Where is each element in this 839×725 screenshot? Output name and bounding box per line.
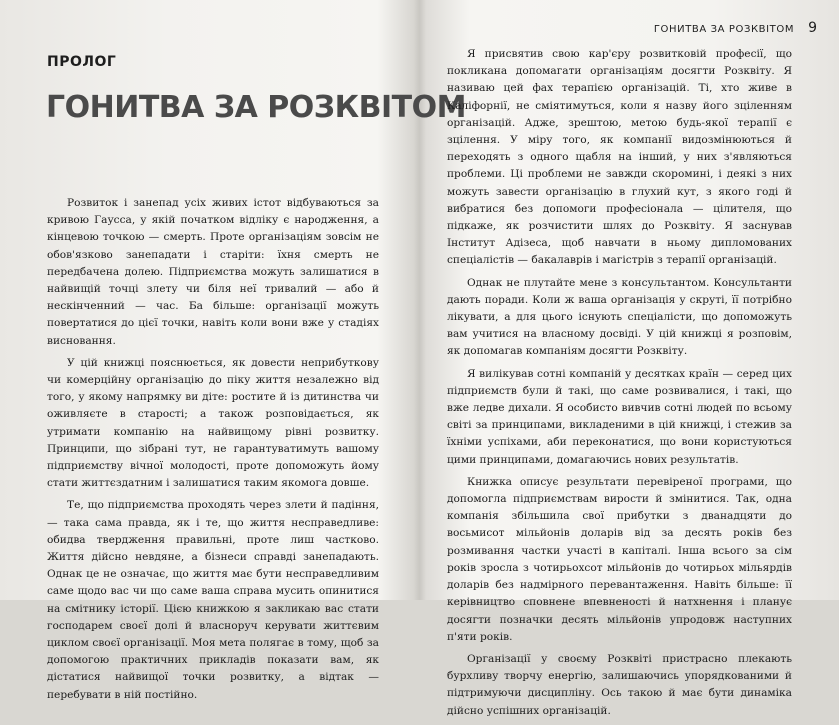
paragraph: Я присвятив свою кар'єру розвитковій професії, що покликана допомагати організаціям досягти Розквіту. Я називаю цей фах терапією організацій. Ті, хто живе в Каліфорнії, не сміятимуться, коли я назву його зціленням організацій. Адже, зрештою, метою будь-якої терапії є зцілення. У міру того, як компанії видозмінюються й переходять з одного щабля на інший, у них з'являються проблеми. Ці проблеми не завжди скоромині, і деякі з них можуть завести організацію в глухий кут, з якого годі й вибратися без допомоги професіонала — цілителя, що підкаже, як розчистити шлях до Розквіту. Я заснував Інститут Адізеса, щоб навчати в ньому дипломованих спеціалістів — бакалаврів і магістрів з терапії організацій. bbox=[447, 48, 792, 267]
paragraph: Книжка описує результати перевіреної програми, що допомогла підприємствам вирости й змінитися. Так, одна компанія збільшила свої прибутки з дванадцяти до восьмисот мільйонів доларів від за десять років без розмивання частки участі в капіталі. Інша всього за сім років зросла з чотирьохсот мільйонів до чотирьох мільярдів доларів без надмірного перевантаження. Навіть більше: її керівництво сповнене впевненості й натхнення і планує досягти позначки десять мільйонів упродовж наступних п'яти років. bbox=[447, 475, 792, 643]
running-header bbox=[654, 20, 817, 36]
running-title: ГОНИТВА ЗА РОЗКВІТОМ bbox=[653, 24, 795, 35]
paragraph: Те, що підприємства проходять через злети й падіння, — така сама правда, як і те, що життя несправедливе: обидва твердження правильні, проте лиш частково. Життя дійсно невдяне, а бізнеси справді занепадають. Однак це не означає, що життя має бути несправедливим саме щодо вас чи що саме ваша справа мусить опинитися на смітнику історії. Цією книжкою я закликаю вас стати господарем своєї долі й власноруч керувати життєвим циклом своєї організації. Моя мета полягає в тому, щоб за допомогою практичних прикладів показати вам, як дістатися найвищої точки розвитку, а відтак — перебувати в ній постійно. bbox=[47, 499, 379, 701]
section-label: ПРОЛОГ bbox=[47, 54, 117, 70]
right-page bbox=[413, 0, 839, 717]
right-body-text bbox=[447, 46, 792, 725]
paragraph: Я вилікував сотні компаній у десятках країн — серед цих підприємств були й такі, що саме розвивалися, і такі, що вже ледве дихали. Я особисто вивчив сотні людей по всьому світі за принципами, викладеними в цій книжці, і стежив за їхніми успіхами, аби переконатися, що вони користуються цими принципами, домагаючись нових результатів. bbox=[447, 367, 792, 466]
paragraph: Однак не плутайте мене з консультантом. Консультанти дають поради. Коли ж ваша організація у скруті, її потрібно лікувати, а для цього існують спеціалісти, що допоможуть вам учитися на власному досвіді. У цій книжці я розповім, як допомагав компаніям досягти Розквіту. bbox=[447, 276, 792, 358]
page-number: 9 bbox=[808, 20, 817, 36]
paragraph: У цій книжці пояснюється, як довести неприбуткову чи комерційну організацію до піку життя незалежно від того, у якому напрямку ви діте: ростите й із дитинства чи оживляєте в старості; а також розповідається, як утримати компанію на найвищому рівні розвитку. Принципи, що зібрані тут, не гарантуватимуть вашому підприємству вічної молодості, проте допоможуть йому стати життєздатним і залишатися таким якомога довше. bbox=[47, 356, 379, 490]
paragraph: Розвиток і занепад усіх живих істот відбуваються за кривою Гаусса, у якій початком відліку є народження, а кінцевою точкою — смерть. Проте організаціям зовсім не обов'язково занепадати і старіти: їхня смерть не передбачена долею. Підприємства можуть залишатися в найвищій точці злету чи біля неї тривалий — або й нескінченний — час. Ба більше: організації можуть повертатися до цієї точки, навіть коли вони вже у стадіях висновання. bbox=[47, 197, 379, 347]
paragraph: Організації у своєму Розквіті пристрасно плекають бурхливу творчу енергію, залишаючись упорядкованими й підтримуючи дисципліну. Ось такою й має бути динаміка дійсно успішних організацій. bbox=[447, 652, 792, 717]
left-body-text bbox=[47, 195, 379, 709]
chapter-title: ГОНИТВА ЗА РОЗКВІТОМ bbox=[46, 90, 466, 125]
